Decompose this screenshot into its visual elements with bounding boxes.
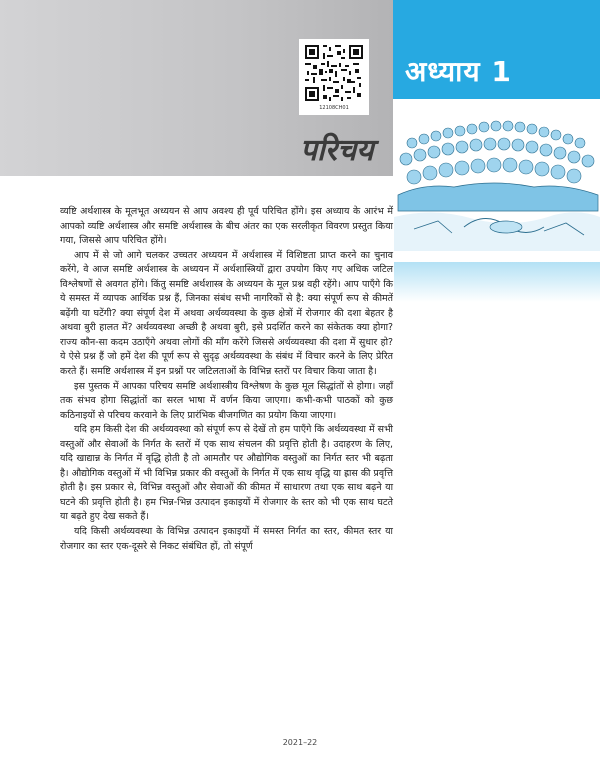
paragraph: यदि हम किसी देश की अर्थव्यवस्था को संपूर्ण रूप से देखें तो हम पाएँगे कि अर्थव्यवस्था में सभी वस्तुओं और सेवाओं के निर्गत के स्तरों में एक साथ संचलन की प्रवृत्ति होती है। उदाहरण के लिए, यदि खाद्यान्न के निर्गत में वृद्धि होती है तो आमतौर पर औद्योगिक वस्तुओं का निर्गत स्तर भी बढ़ता है। औद्योगिक वस्तुओं में भी विभिन्न प्रकार की वस्तुओं के निर्गत में एक साथ वृद्धि या ह्रास की प्रवृत्ति होती है। इस प्रकार से, विभिन्न वस्तुओं और सेवाओं की कीमत में साधारण तथा एक साथ बढ़ने या घटने की प्रवृत्ति होती है। हम भिन्न-भिन्न उत्पादन इकाइयों में रोजगार के स्तर को भी एक साथ घटते या बढ़ते हुए देख सकते हैं। bbox=[60, 424, 393, 523]
qr-code-label: 12108CH01 bbox=[319, 105, 349, 111]
paragraph: व्यष्टि अर्थशास्त्र के मूलभूत अध्ययन से आप अवश्य ही पूर्व परिचित होंगे। इस अध्याय के आरंभ में आपको व्यष्टि अर्थशास्त्र और समष्टि अर्थशास्त्र के बीच अंतर का एक सरलीकृत विवरण प्रस्तुत किया गया, जिससे आप परिचित होंगे। bbox=[60, 206, 393, 247]
paragraph: आप में से जो आगे चलकर उच्चतर अध्ययन में अर्थशास्त्र में विशिष्टता प्राप्त करने का चुनाव करेंगे, वे आज समष्टि अर्थशास्त्र के अध्ययन में अर्थशास्त्रियों द्वारा उपयोग किए गए अधिक जटिल विश्लेषणों से अवगत होंगे। किंतु समष्टि अर्थशास्त्र के अध्ययन के मूल प्रश्न वही रहेंगे। आप पाएँगे कि ये समस्त में व्यापक आर्थिक प्रश्न हैं, जिनका संबंध सभी नागरिकों से है: क्या संपूर्ण रूप से कीमतें बढ़ेंगी या घटेंगी? क्या संपूर्ण देश में अथवा अर्थव्यवस्था के कुछ क्षेत्रों में रोजगार की दशा बेहतर है अथवा बुरी हालत में? अर्थव्यवस्था अच्छी है अथवा बुरी, इसे प्रदर्शित करने का संकेतक क्या होगा? राज्य कौन-सा कदम उठाएँगे अथवा लोगों की माँग करेंगे जिससे अर्थव्यवस्था की दशा में सुधार हो? ये ऐसे प्रश्न हैं जो हमें देश की पूर्ण रूप से सुदृढ़ अर्थव्यवस्था के संबंध में विचार करने के लिए प्रेरित करते हैं। समष्टि अर्थशास्त्र में इन प्रश्नों पर जटिलताओं के विभिन्न स्तरों पर विचार किया जाता है। bbox=[60, 249, 393, 378]
chapter-body bbox=[60, 205, 393, 554]
paragraph: इस पुस्तक में आपका परिचय समष्टि अर्थशास्त्रीय विश्लेषण के कुछ मूल सिद्धांतों से होगा। जहाँ तक संभव होगा सिद्धांतों का सरल भाषा में वर्णन किया जाएगा। कभी-कभी पाठकों को कुछ कठिनाइयों से परिचय करवाने के लिए प्रारंभिक बीजगणित का प्रयोग किया जाएगा। bbox=[60, 380, 393, 421]
page-footer: 2021–22 bbox=[282, 738, 318, 747]
decorative-blue-band bbox=[394, 262, 600, 302]
page-title: परिचय bbox=[300, 133, 374, 168]
qr-code[interactable] bbox=[299, 39, 369, 115]
chapter-label: अध्याय 1 bbox=[405, 55, 512, 88]
paragraph: यदि किसी अर्थव्यवस्था के विभिन्न उत्पादन इकाइयों में समस्त निर्गत का स्तर, कीमत स्तर या रोजगार का स्तर एक-दूसरे से निकट संबंधित हों, तो संपूर्ण bbox=[60, 526, 393, 552]
qr-code-icon bbox=[303, 43, 365, 103]
header-divider bbox=[0, 176, 393, 180]
crowd-illustration bbox=[394, 99, 600, 251]
